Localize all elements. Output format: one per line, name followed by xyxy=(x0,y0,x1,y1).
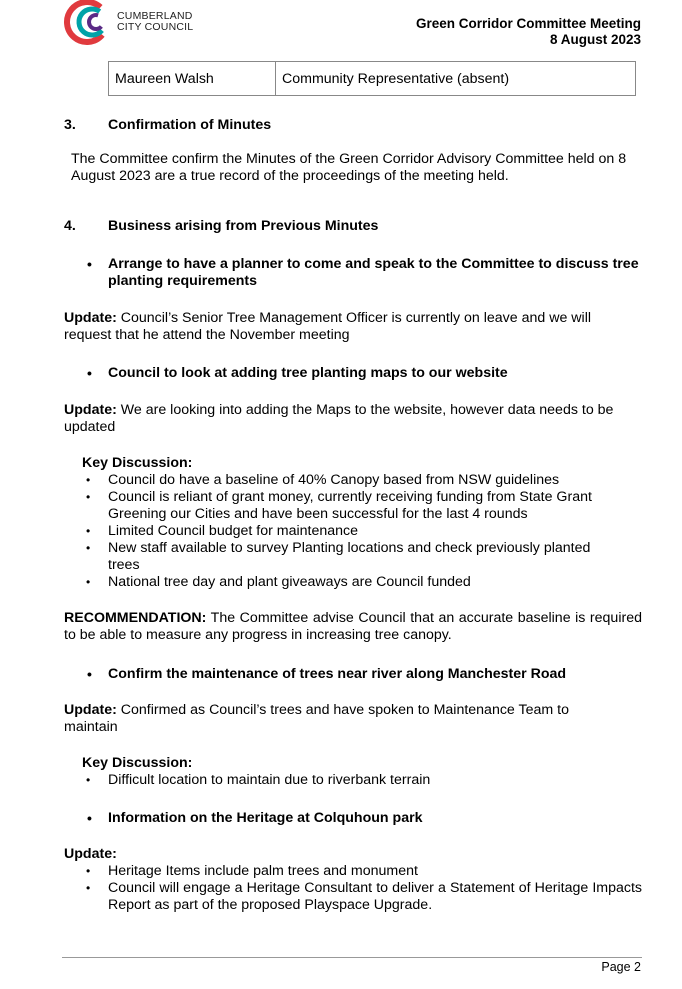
list-item: • New staff available to survey Planting locations and check previously planted trees xyxy=(86,540,591,573)
bullet-icon: • xyxy=(86,773,91,787)
bullet-icon: • xyxy=(87,810,92,826)
bullet-icon: • xyxy=(87,666,92,682)
page-number: Page 2 xyxy=(601,960,641,974)
item-2-update: Update: We are looking into adding the Maps to the website, however data needs to be updated xyxy=(64,402,614,435)
item-3-key-discussion-list xyxy=(82,772,624,789)
bullet-icon: • xyxy=(86,541,91,555)
member-role: Community Representative (absent) xyxy=(276,62,636,96)
list-item: • Difficult location to maintain due to riverbank terrain xyxy=(86,772,431,788)
item-2-key-discussion-label: Key Discussion: xyxy=(82,455,193,471)
section-3-number: 3. xyxy=(64,117,76,133)
item-3-update: Update: Confirmed as Council’s trees and have spoken to Maintenance Team to maintain xyxy=(64,702,569,735)
item-4-list xyxy=(82,863,642,914)
meeting-date: 8 August 2023 xyxy=(549,32,641,47)
section-3-title: Confirmation of Minutes xyxy=(108,117,272,133)
bullet-icon: • xyxy=(86,473,91,487)
item-2-heading: Council to look at adding tree planting maps to our website xyxy=(108,365,508,381)
list-item: • National tree day and plant giveaways are Council funded xyxy=(86,574,471,590)
item-3-heading: Confirm the maintenance of trees near river along Manchester Road xyxy=(108,666,567,682)
list-item: • Council will engage a Heritage Consultant to deliver a Statement of Heritage Impacts Report as part of the proposed Playspace Upgrade. xyxy=(86,880,642,913)
list-item: • Limited Council budget for maintenance xyxy=(86,523,359,539)
footer-divider xyxy=(62,957,642,958)
table-row xyxy=(109,62,636,96)
list-item: • Council do have a baseline of 40% Canopy based from NSW guidelines xyxy=(86,472,560,488)
list-item: • Heritage Items include palm trees and monument xyxy=(86,863,418,879)
item-2-recommendation: RECOMMENDATION: The Committee advise Council that an accurate baseline is required to be able to measure any progress in increasing tree canopy. xyxy=(64,610,642,643)
bullet-icon: • xyxy=(86,490,91,504)
bullet-icon: • xyxy=(86,881,91,895)
item-4-update-label: Update: xyxy=(64,846,117,862)
bullet-icon: • xyxy=(87,365,92,381)
logo-text: CUMBERLAND CITY COUNCIL xyxy=(117,10,194,33)
document-header xyxy=(416,16,641,48)
bullet-icon: • xyxy=(86,864,91,878)
item-2-key-discussion-list xyxy=(82,472,624,591)
attendance-table xyxy=(108,61,636,96)
item-1-heading: Arrange to have a planner to come and speak to the Committee to discuss tree planting requirements xyxy=(108,256,639,289)
list-item: • Council is reliant of grant money, currently receiving funding from State Grant Greening our Cities and have been successful for the last 4 rounds xyxy=(86,489,592,522)
member-name: Maureen Walsh xyxy=(109,62,276,96)
item-3-key-discussion-label: Key Discussion: xyxy=(82,755,193,771)
section-3-text: The Committee confirm the Minutes of the Green Corridor Advisory Committee held on 8 August 2023 are a true record of the proceedings of the meeting held. xyxy=(71,151,627,184)
section-4-number: 4. xyxy=(64,218,76,234)
bullet-icon: • xyxy=(87,256,92,272)
item-4-heading: Information on the Heritage at Colquhoun park xyxy=(108,810,423,826)
section-4-title: Business arising from Previous Minutes xyxy=(108,218,379,234)
bullet-icon: • xyxy=(86,575,91,589)
bullet-icon: • xyxy=(86,524,91,538)
meeting-title: Green Corridor Committee Meeting xyxy=(415,16,641,31)
item-1-update: Update: Council’s Senior Tree Management Officer is currently on leave and we will request that he attend the November meeting xyxy=(64,310,592,343)
